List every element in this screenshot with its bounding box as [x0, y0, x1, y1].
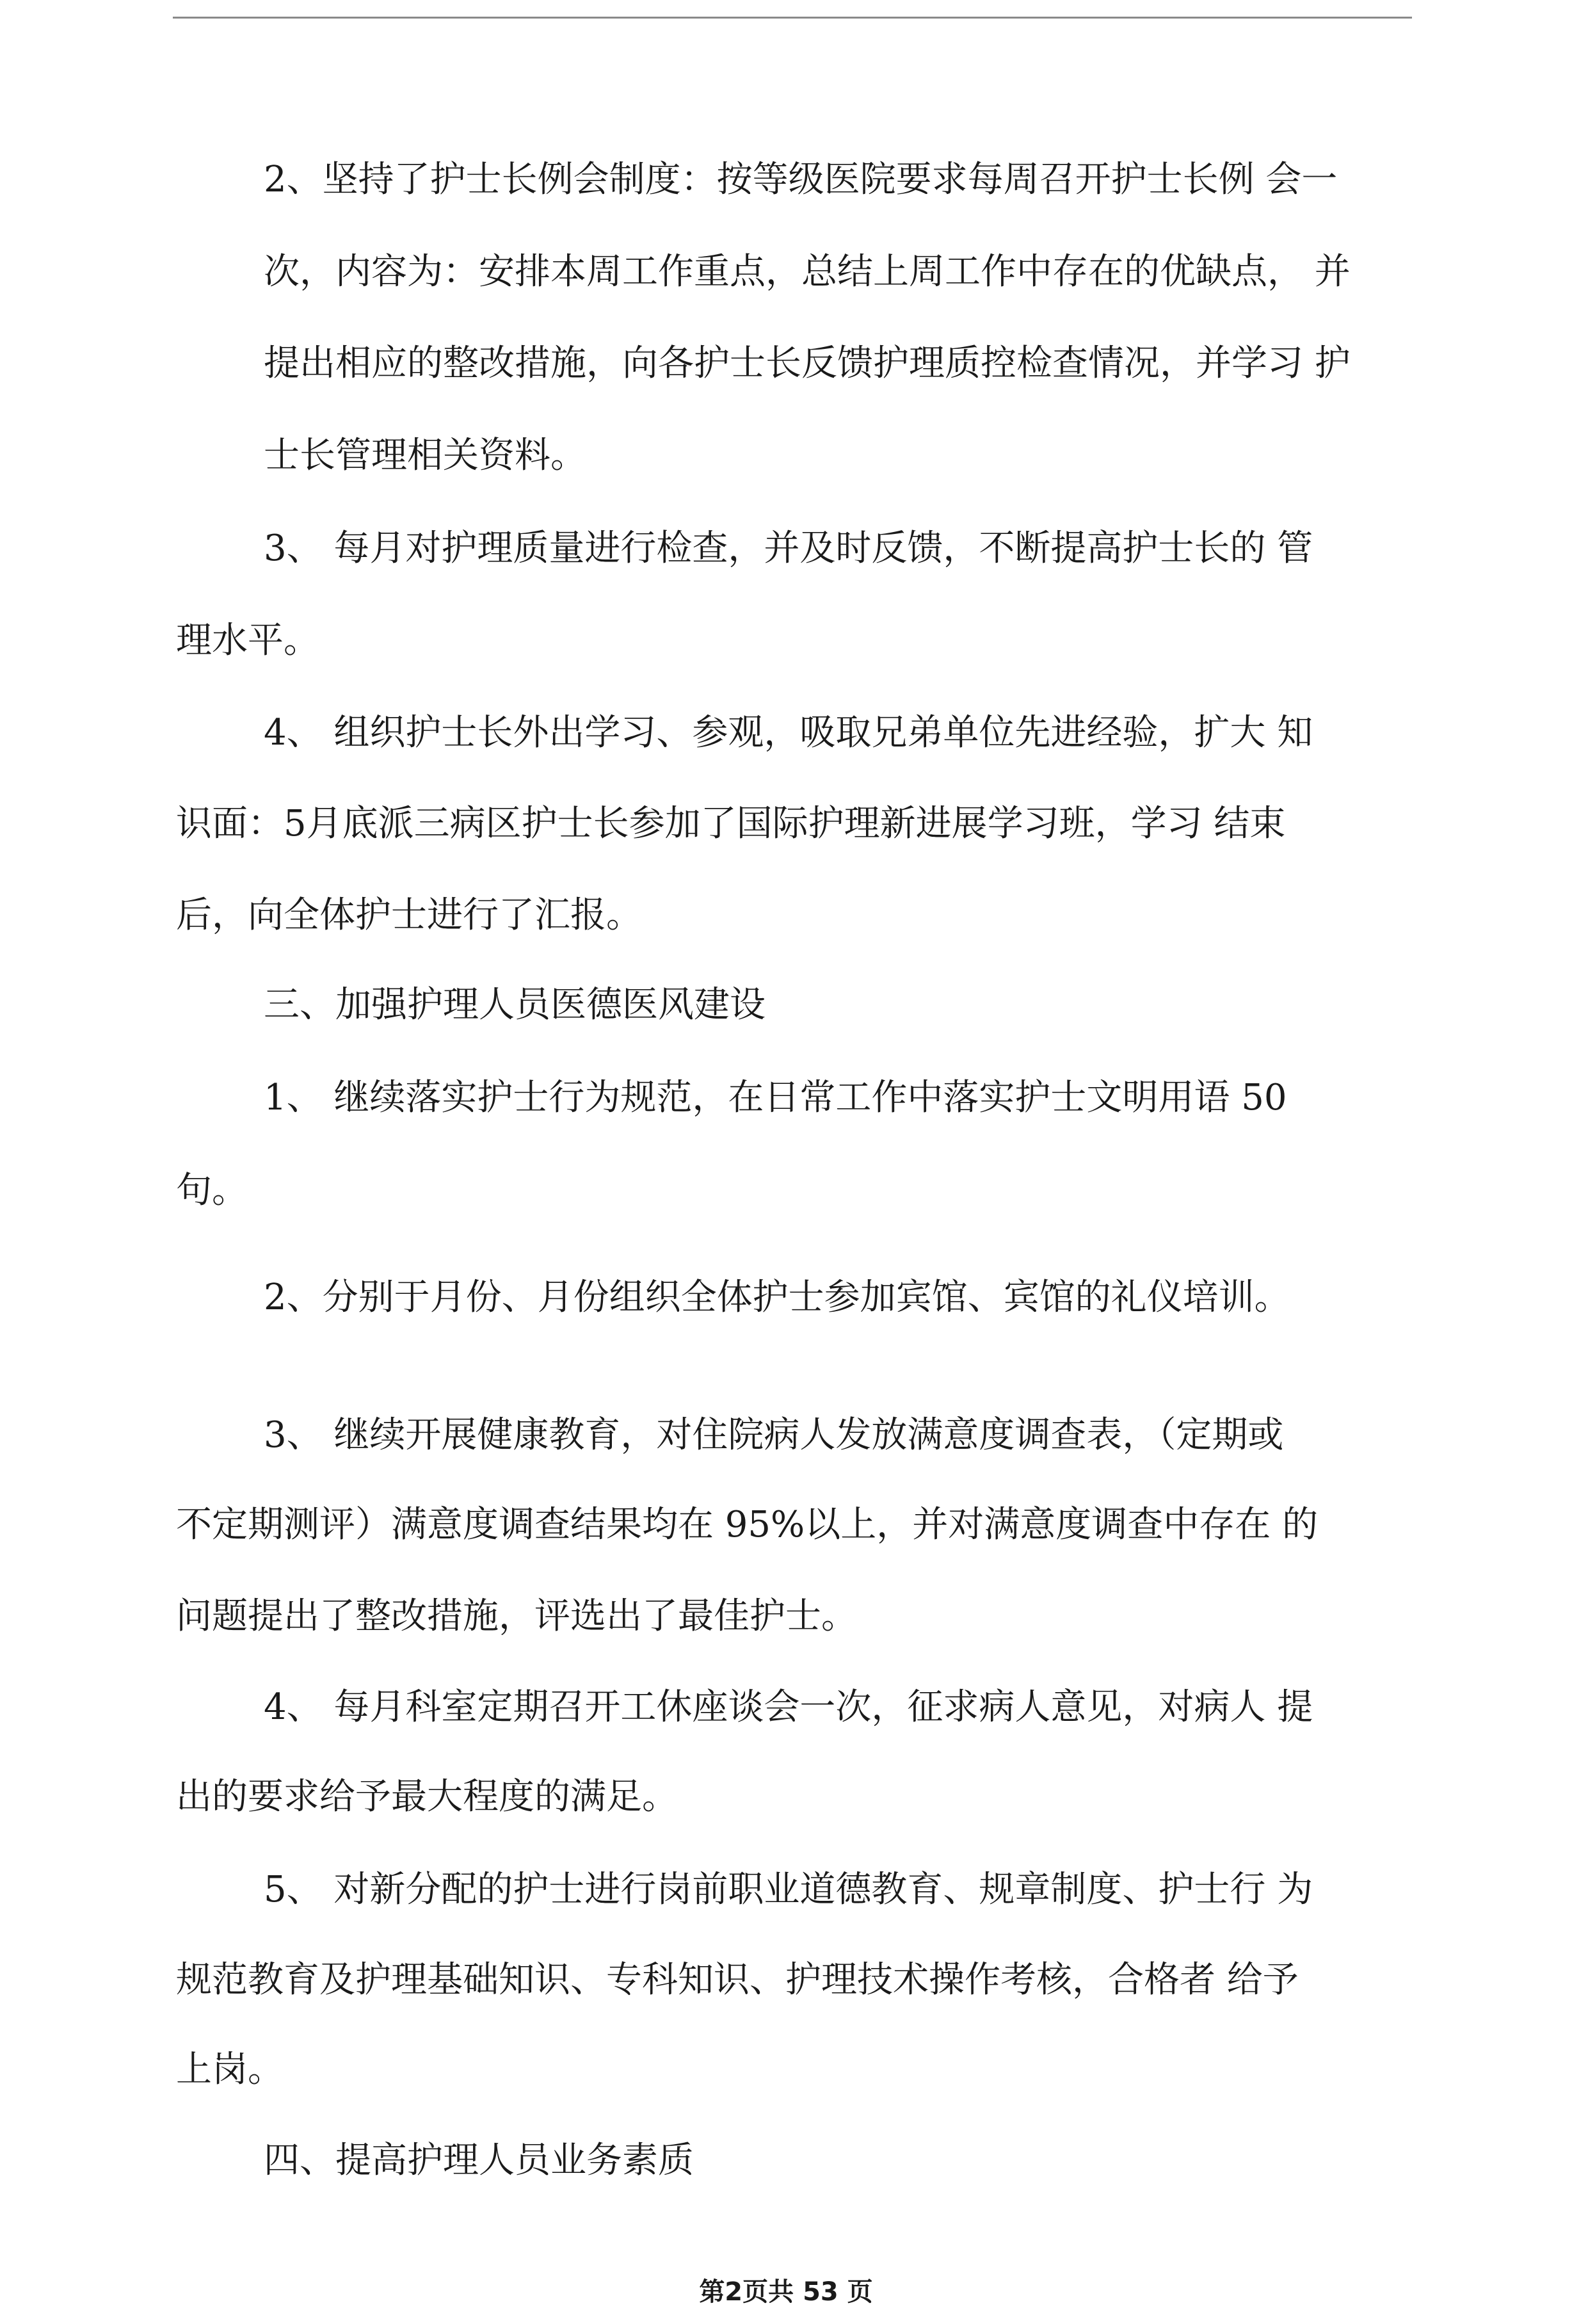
- text-line: 4、 组织护士长外出学习、参观，吸取兄弟单位先进经验，扩大 知: [264, 712, 1313, 754]
- text-line: 规范教育及护理基础知识、专科知识、护理技术操作考核，合格者 给予: [176, 1959, 1299, 2001]
- text-line: 不定期测评）满意度调查结果均在 95%以上，并对满意度调查中存在 的: [176, 1504, 1319, 1545]
- text-line: 3、 每月对护理质量进行检查，并及时反馈，不断提高护士长的 管: [264, 528, 1313, 569]
- section-heading: 四、提高护理人员业务素质: [264, 2140, 694, 2181]
- text-line: 5、 对新分配的护士进行岗前职业道德教育、规章制度、护士行 为: [264, 1869, 1313, 1910]
- header-rule: [173, 17, 1412, 19]
- text-line: 理水平。: [176, 620, 319, 661]
- text-line: 3、 继续开展健康教育，对住院病人发放满意度调查表，（定期或: [264, 1414, 1284, 1456]
- text-line: 问题提出了整改措施，评选出了最佳护士。: [176, 1595, 857, 1637]
- section-heading: 三、加强护理人员医德医风建设: [264, 984, 766, 1026]
- text-line: 2、分别于月份、月份组织全体护士参加宾馆、宾馆的礼仪培训。: [264, 1277, 1290, 1318]
- text-line: 识面：5月底派三病区护士长参加了国际护理新进展学习班，学习 结束: [176, 803, 1286, 844]
- text-line: 次，内容为：安排本周工作重点，总结上周工作中存在的优缺点， 并: [264, 251, 1351, 293]
- text-line: 1、 继续落实护士行为规范，在日常工作中落实护士文明用语 50: [264, 1077, 1287, 1118]
- text-line: 后，向全体护士进行了汇报。: [176, 894, 642, 936]
- text-line: 出的要求给予最大程度的满足。: [176, 1776, 678, 1818]
- text-line: 2、坚持了护士长例会制度：按等级医院要求每周召开护士长例 会一: [264, 159, 1338, 200]
- text-line: 句。: [176, 1170, 248, 1211]
- page-number: 第2页共 53 页: [699, 2277, 873, 2307]
- text-line: 士长管理相关资料。: [264, 435, 586, 476]
- text-line: 上岗。: [176, 2049, 284, 2090]
- text-line: 提出相应的整改措施，向各护士长反馈护理质控检查情况，并学习 护: [264, 343, 1351, 384]
- text-line: 4、 每月科室定期召开工休座谈会一次，征求病人意见，对病人 提: [264, 1686, 1313, 1728]
